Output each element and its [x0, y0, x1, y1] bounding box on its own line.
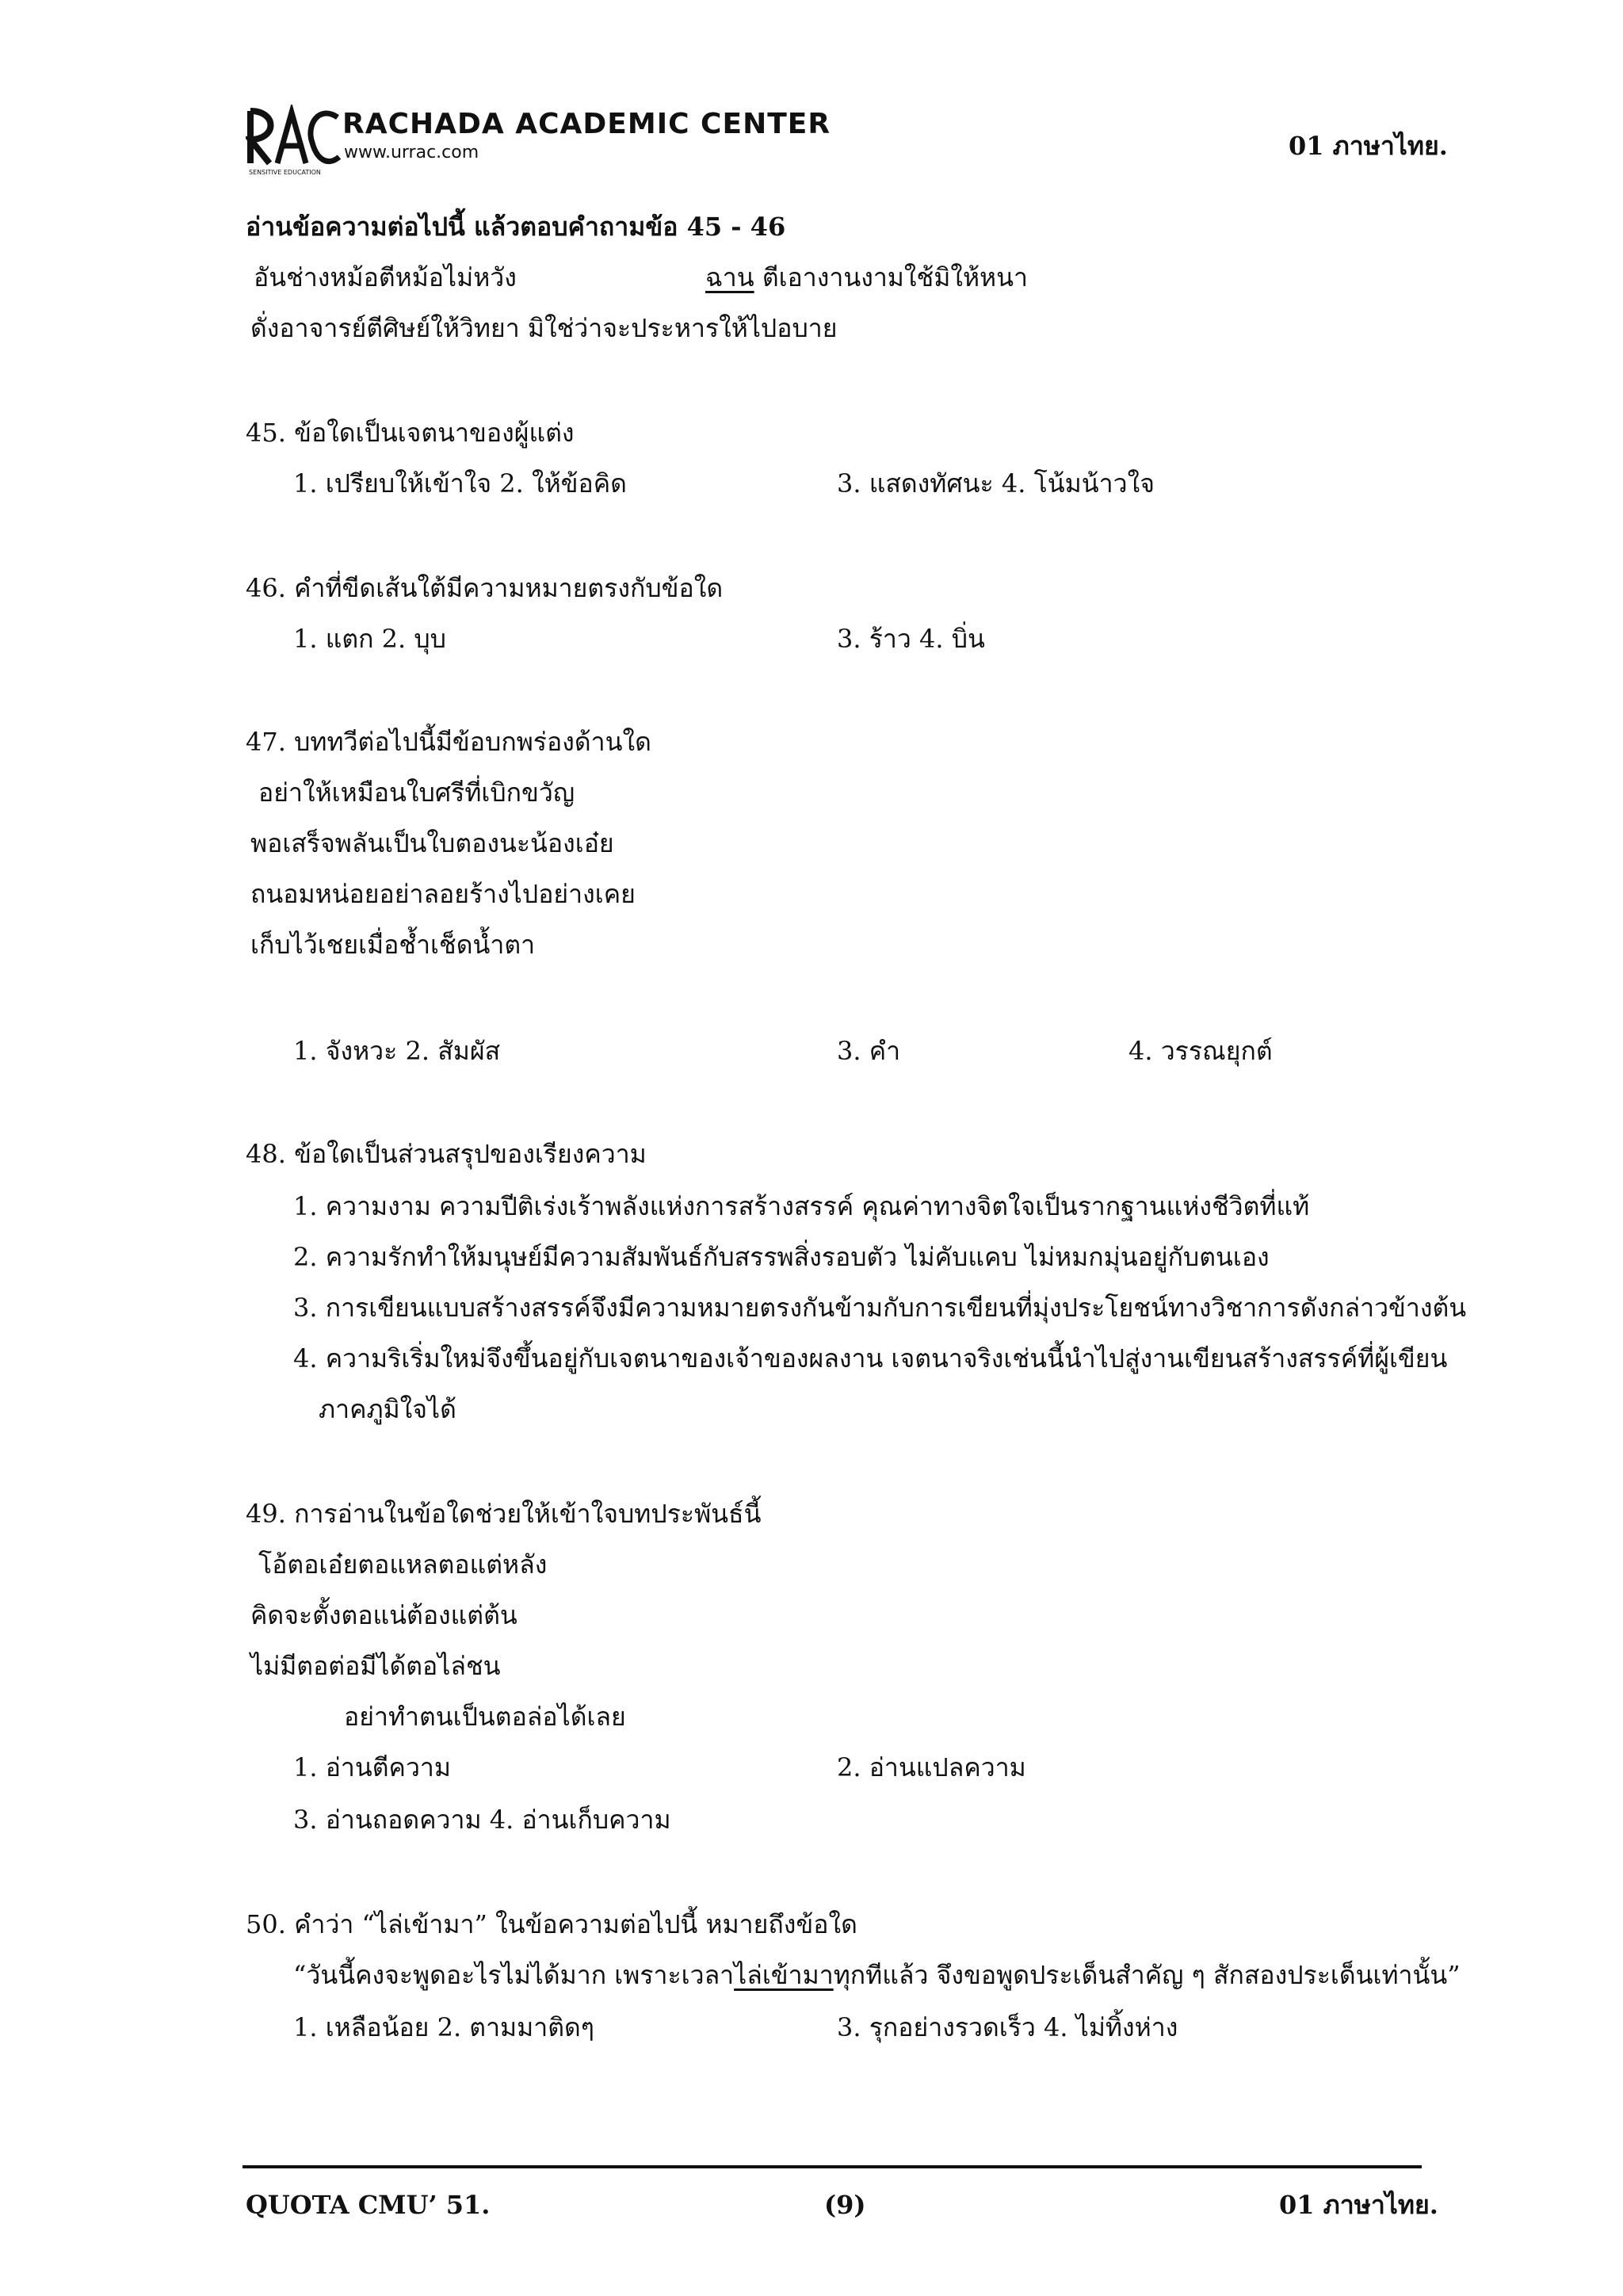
q47-poem-line: ถนอมหน่อยอย่าลอยร้างไปอย่างเคย	[250, 879, 636, 909]
q45-options-a: 1. เปรียบให้เข้าใจ 2. ให้ข้อคิด	[293, 468, 627, 499]
passage-line1-rest: ตีเอางานงามใช้มิให้หนา	[754, 262, 1028, 292]
q48-option-4-cont: ภาคภูมิใจได้	[319, 1394, 456, 1424]
q50-quote	[293, 1958, 1461, 1992]
q50-quote-after: ทุกทีแล้ว จึงขอพูดประเด็นสำคัญ ๆ สักสองประเด็นเท่านั้น”	[833, 1960, 1461, 1990]
q50-options-b: 3. รุกอย่างรวดเร็ว 4. ไม่ทิ้งห่าง	[837, 2012, 1178, 2042]
q47-poem-line: เก็บไว้เชยเมื่อช้ำเช็ดน้ำตา	[250, 930, 536, 960]
passage-line1-left: อันช่างหม้อตีหม้อไม่หวัง	[254, 262, 517, 292]
header-subject: 01 ภาษาไทย.	[1289, 131, 1448, 161]
instruction: อ่านข้อความต่อไปนี้ แล้วตอบคำถามข้อ 45 - 46	[246, 212, 786, 242]
underlined-phrase: ไล่เข้ามา	[734, 1960, 834, 1990]
q49-poem-line: ไม่มีตอต่อมีได้ตอไล่ชน	[250, 1651, 501, 1681]
question-48: 48. ข้อใดเป็นส่วนสรุปของเรียงความ	[246, 1139, 647, 1169]
rac-logo	[246, 105, 341, 178]
passage-line1-right	[705, 260, 1028, 295]
brand-website: www.urrac.com	[344, 143, 479, 162]
q46-options-a: 1. แตก 2. บุบ	[293, 624, 446, 654]
q49-poem-line: โอ้ตอเอ๋ยตอแหลตอแต่หลัง	[258, 1549, 548, 1580]
q49-options-c: 3. อ่านถอดความ 4. อ่านเก็บความ	[293, 1805, 671, 1835]
q49-poem-line: อย่าทำตนเป็นตอล่อได้เลย	[344, 1702, 626, 1732]
question-49: 49. การอ่านในข้อใดช่วยให้เข้าใจบทประพันธ์นี้	[246, 1499, 762, 1529]
logo-tagline: SENSITIVE EDUCATION	[249, 169, 321, 176]
q50-options-a: 1. เหลือน้อย 2. ตามมาติดๆ	[293, 2012, 594, 2042]
q49-options-b: 2. อ่านแปลความ	[837, 1752, 1026, 1782]
page-number: (9)	[824, 2190, 866, 2220]
question-50: 50. คำว่า “ไล่เข้ามา” ในข้อความต่อไปนี้ หมายถึงข้อใด	[246, 1909, 857, 1939]
q47-options-c: 4. วรรณยุกต์	[1128, 1036, 1273, 1066]
q48-option-3: 3. การเขียนแบบสร้างสรรค์จึงมีความหมายตรงกันข้ามกับการเขียนที่มุ่งประโยชน์ทางวิชาการดังกล่าวข้างต้น	[293, 1293, 1467, 1323]
q50-quote-before: “วันนี้คงจะพูดอะไรไม่ได้มาก เพราะเวลา	[293, 1960, 735, 1990]
question-47: 47. บททวีต่อไปนี้มีข้อบกพร่องด้านใด	[246, 727, 651, 757]
q45-options-b: 3. แสดงทัศนะ 4. โน้มน้าวใจ	[837, 468, 1155, 499]
q49-poem-line: คิดจะตั้งตอแน่ต้องแต่ต้น	[250, 1600, 517, 1630]
q47-poem-line: พอเสร็จพลันเป็นใบตองนะน้องเอ๋ย	[250, 828, 614, 858]
q47-options-a: 1. จังหวะ 2. สัมผัส	[293, 1036, 501, 1066]
q47-poem-line: อย่าให้เหมือนใบศรีที่เบิกขวัญ	[258, 777, 575, 808]
underlined-word: ฉาน	[705, 262, 754, 292]
q48-option-4: 4. ความริเริ่มใหม่จึงขึ้นอยู่กับเจตนาของเจ้าของผลงาน เจตนาจริงเช่นนี้นำไปสู่งานเขียนสร้างสรรค์ที่ผู้เขียน	[293, 1343, 1448, 1373]
q48-option-2: 2. ความรักทำให้มนุษย์มีความสัมพันธ์กับสรรพสิ่งรอบตัว ไม่คับแคบ ไม่หมกมุ่นอยู่กับตนเอง	[293, 1242, 1270, 1272]
q49-options-a: 1. อ่านตีความ	[293, 1752, 451, 1782]
footer-subject: 01 ภาษาไทย.	[1279, 2190, 1438, 2220]
footer-divider	[242, 2165, 1422, 2168]
q46-options-b: 3. ร้าว 4. บิ่น	[837, 624, 985, 654]
q48-option-1: 1. ความงาม ความปีติเร่งเร้าพลังแห่งการสร้างสรรค์ คุณค่าทางจิตใจเป็นรากฐานแห่งชีวิตที่แท้	[293, 1191, 1310, 1221]
passage-line2: ดั่งอาจารย์ตีศิษย์ให้วิทยา มิใช่ว่าจะประหารให้ไปอบาย	[250, 313, 838, 343]
question-46: 46. คำที่ขีดเส้นใต้มีความหมายตรงกับข้อใด	[246, 573, 724, 603]
question-45: 45. ข้อใดเป็นเจตนาของผู้แต่ง	[246, 418, 575, 448]
footer-exam-name: QUOTA CMU’ 51.	[246, 2190, 491, 2220]
brand-name: RACHADA ACADEMIC CENTER	[342, 108, 831, 140]
q47-options-b: 3. คำ	[837, 1036, 901, 1066]
